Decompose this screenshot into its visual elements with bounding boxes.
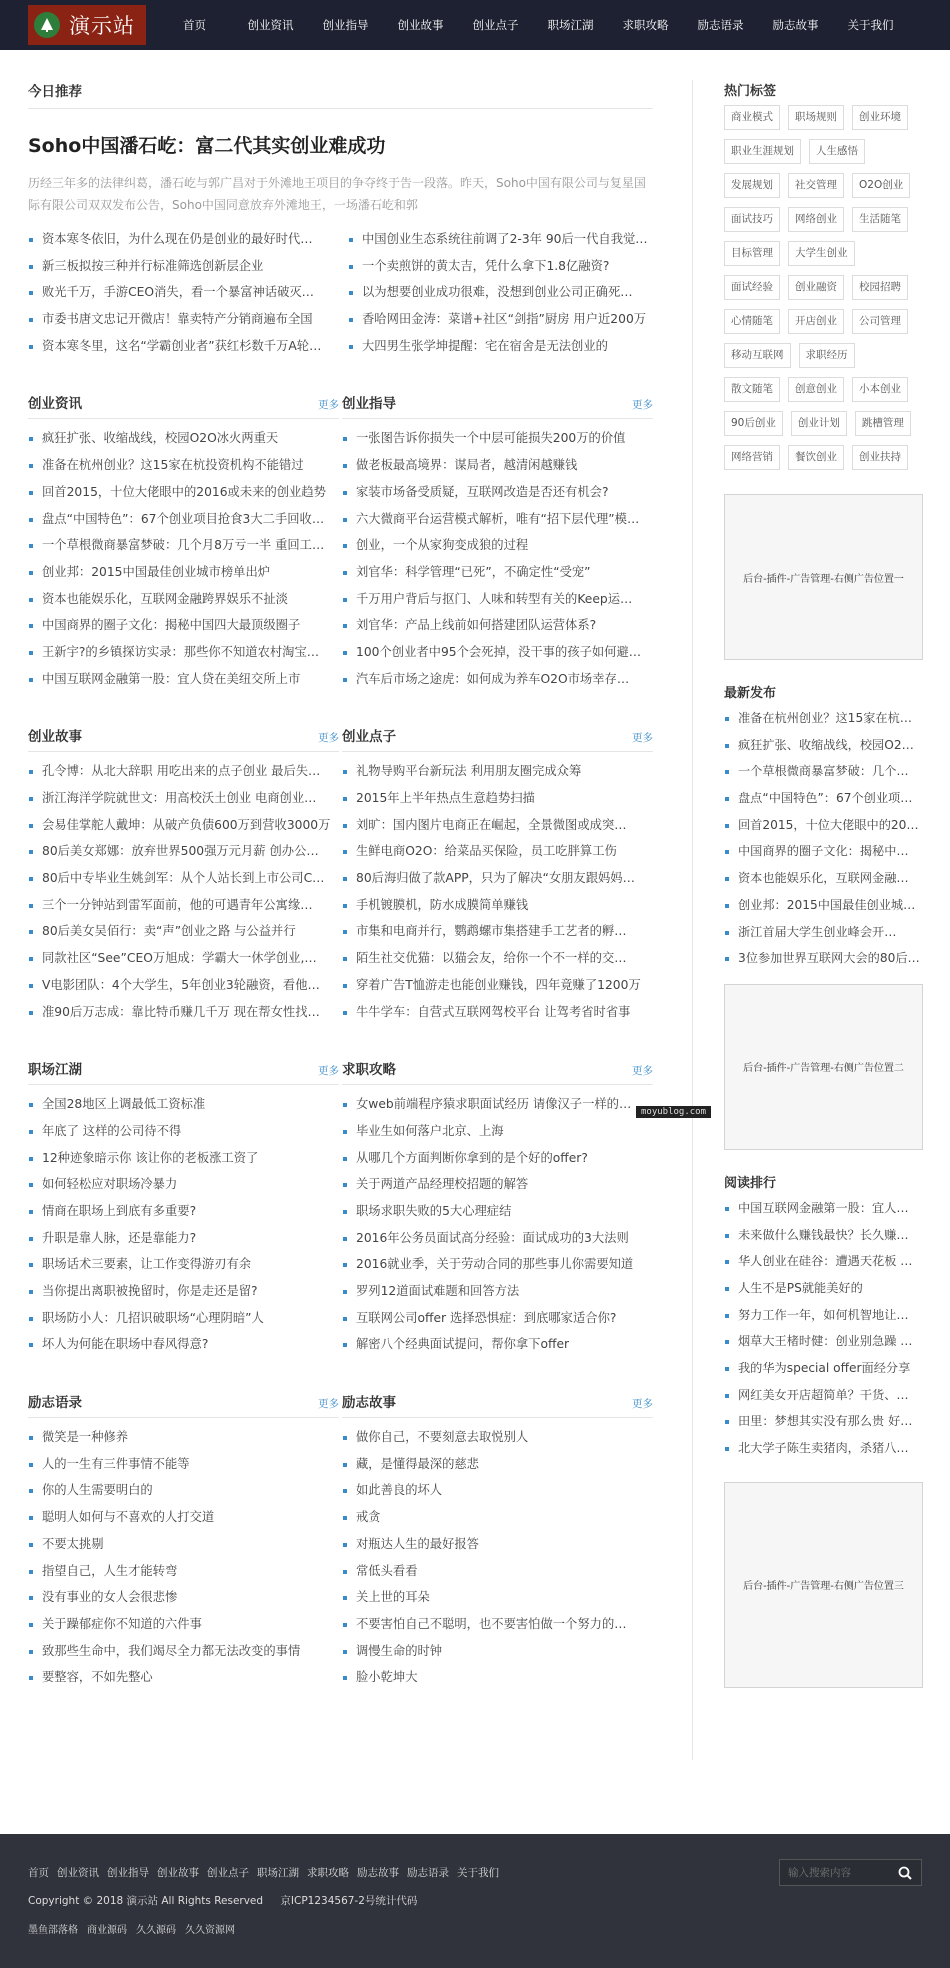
tag-link[interactable]: 社交管理 bbox=[788, 173, 844, 198]
list-item[interactable]: 创业邦：2015中国最佳创业城市榜单出炉 bbox=[28, 559, 339, 586]
tag-link[interactable]: 商业模式 bbox=[724, 105, 780, 130]
section-header bbox=[342, 1059, 653, 1085]
list-item[interactable]: 藏，是懂得最深的慈悲 bbox=[342, 1451, 653, 1478]
list-item[interactable]: 80后美女吴佰行：卖“声”创业之路 与公益并行 bbox=[28, 918, 339, 945]
reading-item[interactable]: 田里：梦想其实没有那么贵 好… bbox=[724, 1408, 923, 1435]
latest-item[interactable]: 浙江首届大学生创业峰会开… bbox=[724, 919, 923, 946]
section-title: 励志故事 bbox=[342, 1395, 396, 1412]
list-item[interactable]: 刘旷：国内图片电商正在崛起，全景微图或成突… bbox=[342, 812, 653, 839]
list-item[interactable]: 对瓶达人生的最好报答 bbox=[342, 1531, 653, 1558]
list-item[interactable]: 中国商界的圈子文化：揭秘中国四大最顶级圈子 bbox=[28, 612, 339, 639]
list-item[interactable]: 互联网公司offer 选择恐惧症：到底哪家适合你? bbox=[342, 1305, 653, 1332]
footer-nav-item[interactable]: 励志故事 bbox=[357, 1867, 399, 1879]
nav-item[interactable]: 创业故事 bbox=[397, 18, 444, 32]
footer-nav-item[interactable]: 关于我们 bbox=[457, 1867, 499, 1879]
latest-title: 最新发布 bbox=[724, 686, 777, 701]
site-logo[interactable] bbox=[28, 5, 146, 45]
category-sections bbox=[28, 393, 653, 1691]
section-title: 创业故事 bbox=[28, 729, 82, 746]
list-item[interactable]: 市集和电商并行，鹦鹉螺市集搭建手工艺者的孵… bbox=[342, 918, 653, 945]
section-list bbox=[342, 758, 653, 1025]
section-list bbox=[342, 425, 653, 692]
ad-slot-2[interactable]: 后台-插件-广告管理-右侧广告位置二 bbox=[724, 984, 923, 1150]
list-item[interactable]: 80后中专毕业生姚剑军：从个人站长到上市公司C… bbox=[28, 865, 339, 892]
list-item[interactable]: 资本也能娱乐化，互联网金融跨界娱乐不扯淡 bbox=[28, 586, 339, 613]
list-item[interactable]: 回首2015，十位大佬眼中的2016或未来的创业趋势 bbox=[28, 479, 339, 506]
list-item[interactable]: 全国28地区上调最低工资标准 bbox=[28, 1091, 339, 1118]
list-item[interactable]: 一个卖煎饼的黄太吉，凭什么拿下1.8亿融资? bbox=[348, 253, 653, 280]
list-item[interactable]: 准90后万志成：靠比特币赚几千万 现在帮女性找… bbox=[28, 999, 339, 1026]
list-item[interactable]: 指望自己，人生才能转弯 bbox=[28, 1558, 339, 1585]
nav-item[interactable]: 求职攻略 bbox=[622, 18, 669, 32]
section-title: 创业资讯 bbox=[28, 396, 82, 413]
footer-friend-link[interactable]: 商业源码 bbox=[87, 1925, 127, 1936]
tag-link[interactable]: 校园招聘 bbox=[852, 275, 908, 300]
reading-title: 阅读排行 bbox=[724, 1175, 777, 1191]
footer-nav-item[interactable]: 求职攻略 bbox=[307, 1867, 349, 1879]
reading-item[interactable]: 烟草大王楮时健：创业别急躁 … bbox=[724, 1328, 923, 1355]
footer-search bbox=[779, 1859, 922, 1886]
list-item[interactable]: 如此善良的坏人 bbox=[342, 1477, 653, 1504]
list-item[interactable]: 生鲜电商O2O：给菜品买保险，员工吃胖算工伤 bbox=[342, 838, 653, 865]
tag-link[interactable]: 职场规则 bbox=[788, 105, 844, 130]
main-content bbox=[28, 80, 653, 1691]
headline-summary: 历经三年多的法律纠葛，潘石屹与郭广昌对于外滩地王项目的争夺终于告一段落。昨天，Soho中国有限公司与复星国际有限公司双双发布公告，Soho中国同意放弃外滩地王，一场潘石屹和郭 bbox=[28, 176, 646, 212]
section-row bbox=[28, 726, 653, 1025]
tag-link[interactable]: 创业环境 bbox=[852, 105, 908, 130]
icp-text: 京ICP1234567-2号统计代码 bbox=[280, 1895, 418, 1907]
list-item[interactable]: 中国创业生态系统往前调了2-3年 90后一代自我觉… bbox=[348, 226, 653, 253]
latest-item[interactable]: 盘点“中国特色”：67个创业项… bbox=[724, 785, 923, 812]
list-item[interactable]: 要整容，不如先整心 bbox=[28, 1664, 339, 1691]
latest-item[interactable]: 疯狂扩张、收缩战线，校园O2… bbox=[724, 732, 923, 759]
nav-item[interactable]: 职场江湖 bbox=[547, 18, 594, 32]
today-list-right bbox=[348, 226, 653, 359]
latest-item[interactable]: 准备在杭州创业？这15家在杭… bbox=[724, 705, 923, 732]
section-block bbox=[342, 1059, 653, 1358]
latest-item[interactable]: 创业邦：2015中国最佳创业城… bbox=[724, 892, 923, 919]
list-item[interactable]: 坏人为何能在职场中春风得意? bbox=[28, 1331, 339, 1358]
list-item[interactable]: 盘点“中国特色”：67个创业项目抢食3大二手回收… bbox=[28, 506, 339, 533]
nav-item[interactable]: 创业资讯 bbox=[247, 18, 294, 32]
tag-link[interactable]: 餐饮创业 bbox=[788, 445, 844, 470]
footer-nav-item[interactable]: 创业指导 bbox=[107, 1867, 149, 1879]
section-list bbox=[342, 1091, 653, 1358]
section-list bbox=[342, 1424, 653, 1691]
list-item[interactable]: 2015年上半年热点生意趋势扫描 bbox=[342, 785, 653, 812]
reading-list bbox=[724, 1195, 923, 1462]
list-item[interactable]: 王新宇?的乡镇探访实录：那些你不知道农村淘宝… bbox=[28, 639, 339, 666]
list-item[interactable]: 关于两道产品经理校招题的解答 bbox=[342, 1171, 653, 1198]
list-item[interactable]: 六大微商平台运营模式解析，唯有“招下层代理”模… bbox=[342, 506, 653, 533]
section-row bbox=[28, 1392, 653, 1691]
tag-link[interactable]: 人生感悟 bbox=[809, 139, 865, 164]
tag-link[interactable]: 创意创业 bbox=[788, 377, 844, 402]
list-item[interactable]: 2016就业季，关于劳动合同的那些事儿你需要知道 bbox=[342, 1251, 653, 1278]
list-item[interactable]: 没有事业的女人会很悲惨 bbox=[28, 1584, 339, 1611]
section-title: 职场江湖 bbox=[28, 1062, 82, 1079]
list-item[interactable]: 女web前端程序猿求职面试经历 请像汉子一样的… bbox=[342, 1091, 653, 1118]
search-input[interactable] bbox=[780, 1867, 890, 1879]
tag-link[interactable]: 公司管理 bbox=[852, 309, 908, 334]
footer-nav-item[interactable]: 首页 bbox=[28, 1867, 49, 1879]
list-item[interactable]: 致那些生命中，我们竭尽全力都无法改变的事情 bbox=[28, 1638, 339, 1665]
section-list bbox=[28, 425, 339, 692]
search-icon[interactable] bbox=[890, 1860, 920, 1885]
footer-nav-item[interactable]: 励志语录 bbox=[407, 1867, 449, 1879]
section-header bbox=[342, 393, 653, 419]
list-item[interactable]: 12种迹象暗示你 该让你的老板涨工资了 bbox=[28, 1145, 339, 1172]
more-link[interactable]: 更多 bbox=[318, 732, 339, 745]
list-item[interactable]: 香哈网田金涛：菜谱+社区“剑指”厨房 用户近200万 bbox=[348, 306, 653, 333]
list-item[interactable]: 刘官华：科学管理“已死”，不确定性“受宠” bbox=[342, 559, 653, 586]
footer-links bbox=[28, 1921, 922, 1936]
copyright-text: Copyright © 2018 演示站 All Rights Reserved bbox=[28, 1895, 264, 1907]
section-header bbox=[28, 1059, 339, 1085]
tag-link[interactable]: 心情随笔 bbox=[724, 309, 780, 334]
list-item[interactable]: 家装市场备受质疑，互联网改造是否还有机会? bbox=[342, 479, 653, 506]
list-item[interactable]: 孔令博：从北大辞职 用吃出来的点子创业 最后失… bbox=[28, 758, 339, 785]
footer-nav-item[interactable]: 创业点子 bbox=[207, 1867, 249, 1879]
reading-item[interactable]: 北大学子陈生卖猪肉，杀猪八… bbox=[724, 1435, 923, 1462]
list-item[interactable]: 年底了 这样的公司待不得 bbox=[28, 1118, 339, 1145]
nav-item[interactable]: 励志故事 bbox=[772, 18, 819, 32]
footer-nav-item[interactable]: 职场江湖 bbox=[257, 1867, 299, 1879]
list-item[interactable]: 职场求职失败的5大心理症结 bbox=[342, 1198, 653, 1225]
list-item[interactable]: 当你提出离职被挽留时，你是走还是留? bbox=[28, 1278, 339, 1305]
section-title: 创业指导 bbox=[342, 396, 396, 413]
tag-link[interactable]: 面试经验 bbox=[724, 275, 780, 300]
logo-tree-icon bbox=[34, 12, 60, 38]
list-item[interactable]: 新三板拟按三种并行标准筛选创新层企业 bbox=[28, 253, 333, 280]
list-item[interactable]: 80后美女郑娜：放弃世界500强万元月薪 创办公… bbox=[28, 838, 339, 865]
tag-link[interactable]: 发展规划 bbox=[724, 173, 780, 198]
list-item[interactable]: 中国互联网金融第一股：宜人贷在美纽交所上市 bbox=[28, 666, 339, 693]
list-item[interactable]: 职场话术三要素，让工作变得游刃有余 bbox=[28, 1251, 339, 1278]
tag-link[interactable]: 创业计划 bbox=[791, 411, 847, 436]
more-link[interactable]: 更多 bbox=[632, 732, 653, 745]
reading-item[interactable]: 未来做什么赚钱最快？长久赚… bbox=[724, 1222, 923, 1249]
section-header bbox=[28, 393, 339, 419]
reading-item[interactable]: 人生不是PS就能美好的 bbox=[724, 1275, 923, 1302]
tag-link[interactable]: 面试技巧 bbox=[724, 207, 780, 232]
list-item[interactable]: 微笑是一种修养 bbox=[28, 1424, 339, 1451]
list-item[interactable]: 牛牛学车：自营式互联网驾校平台 让驾考省时省事 bbox=[342, 999, 653, 1026]
list-item[interactable]: 毕业生如何落户北京、上海 bbox=[342, 1118, 653, 1145]
list-item[interactable]: 三个一分钟站到雷军面前，他的可遇青年公寓缘… bbox=[28, 892, 339, 919]
latest-item[interactable]: 3位参加世界互联网大会的80后… bbox=[724, 945, 923, 972]
section-row bbox=[28, 393, 653, 692]
list-item[interactable]: 如何轻松应对职场冷暴力 bbox=[28, 1171, 339, 1198]
list-item[interactable]: 升职是靠人脉，还是靠能力? bbox=[28, 1225, 339, 1252]
list-item[interactable]: 不要太挑剔 bbox=[28, 1531, 339, 1558]
latest-item[interactable]: 一个草根微商暴富梦破：几个… bbox=[724, 758, 923, 785]
list-item[interactable]: 以为想要创业成功很难，没想到创业公司正确死… bbox=[348, 279, 653, 306]
footer-copyright bbox=[28, 1893, 922, 1908]
tag-link[interactable]: 开店创业 bbox=[788, 309, 844, 334]
today-title: 今日推荐 bbox=[28, 80, 653, 109]
section-title: 创业点子 bbox=[342, 729, 396, 746]
section-block bbox=[28, 1392, 339, 1691]
latest-list bbox=[724, 705, 923, 972]
list-item[interactable]: 市委书唐文忠记开微店！靠卖特产分销商遍布全国 bbox=[28, 306, 333, 333]
section-list bbox=[28, 758, 339, 1025]
reading-item[interactable]: 网红美女开店超简单？干货、… bbox=[724, 1382, 923, 1409]
more-link[interactable]: 更多 bbox=[632, 1065, 653, 1078]
ad-slot-1[interactable]: 后台-插件-广告管理-右侧广告位置一 bbox=[724, 494, 923, 660]
tag-link[interactable]: 职业生涯规划 bbox=[724, 139, 801, 164]
site-header bbox=[0, 0, 950, 50]
list-item[interactable]: 陌生社交优猫：以猫会友，给你一个不一样的交… bbox=[342, 945, 653, 972]
reading-item[interactable]: 华人创业在硅谷：遭遇天花板 … bbox=[724, 1248, 923, 1275]
footer-friend-link[interactable]: 墨鱼部落格 bbox=[28, 1925, 78, 1936]
list-item[interactable]: 常低头看看 bbox=[342, 1558, 653, 1585]
more-link[interactable]: 更多 bbox=[632, 1398, 653, 1411]
tag-link[interactable]: 创业融资 bbox=[788, 275, 844, 300]
list-item[interactable]: 创业，一个从家狗变成狼的过程 bbox=[342, 532, 653, 559]
list-item[interactable]: 关于躁郁症你不知道的六件事 bbox=[28, 1611, 339, 1638]
ad-slot-3[interactable]: 后台-插件-广告管理-右侧广告位置三 bbox=[724, 1482, 923, 1688]
reading-item[interactable]: 我的华为special offer面经分享 bbox=[724, 1355, 923, 1382]
section-header bbox=[342, 1392, 653, 1418]
tag-link[interactable]: 创业扶持 bbox=[852, 445, 908, 470]
list-item[interactable]: 100个创业者中95个会死掉，没干事的孩子如何避… bbox=[342, 639, 653, 666]
list-item[interactable]: 情商在职场上到底有多重要? bbox=[28, 1198, 339, 1225]
list-item[interactable]: V电影团队：4个大学生，5年创业3轮融资，看他… bbox=[28, 972, 339, 999]
list-item[interactable]: 败光千万，手游CEO消失，看一个暴富神话破灭… bbox=[28, 279, 333, 306]
watermark: moyublog.com bbox=[636, 1106, 711, 1118]
section-block bbox=[28, 726, 339, 1025]
list-item[interactable]: 千万用户背后与抠门、人味和转型有关的Keep运… bbox=[342, 586, 653, 613]
list-item[interactable]: 罗列12道面试难题和回答方法 bbox=[342, 1278, 653, 1305]
list-item[interactable]: 从哪几个方面判断你拿到的是个好的offer? bbox=[342, 1145, 653, 1172]
list-item[interactable]: 一个草根微商暴富梦破：几个月8万亏一半 重回工… bbox=[28, 532, 339, 559]
list-item[interactable]: 一张图告诉你损失一个中层可能损失200万的价值 bbox=[342, 425, 653, 452]
headline-link[interactable]: Soho中国潘石屹：富二代其实创业难成功 bbox=[28, 135, 386, 157]
sidebar bbox=[724, 80, 923, 1688]
footer-nav-item[interactable]: 创业资讯 bbox=[57, 1867, 99, 1879]
nav-item[interactable]: 创业点子 bbox=[472, 18, 519, 32]
section-list bbox=[28, 1091, 339, 1358]
list-item[interactable]: 手机镀膜机，防水成膜简单赚钱 bbox=[342, 892, 653, 919]
list-item[interactable]: 疯狂扩张、收缩战线，校园O2O冰火两重天 bbox=[28, 425, 339, 452]
latest-item[interactable]: 资本也能娱乐化，互联网金融… bbox=[724, 865, 923, 892]
tag-link[interactable]: 网络营销 bbox=[724, 445, 780, 470]
tag-link[interactable]: O2O创业 bbox=[852, 173, 910, 198]
latest-item[interactable]: 中国商界的圈子文化：揭秘中… bbox=[724, 838, 923, 865]
list-item[interactable]: 刘官华：产品上线前如何搭建团队运营体系? bbox=[342, 612, 653, 639]
reading-item[interactable]: 中国互联网金融第一股：宜人… bbox=[724, 1195, 923, 1222]
list-item[interactable]: 资本寒冬依旧，为什么现在仍是创业的最好时代… bbox=[28, 226, 333, 253]
tag-link[interactable]: 网络创业 bbox=[788, 207, 844, 232]
list-item[interactable]: 人的一生有三件事情不能等 bbox=[28, 1451, 339, 1478]
nav-item[interactable]: 关于我们 bbox=[847, 18, 894, 32]
list-item[interactable]: 同款社区“See”CEO万旭成：学霸大一休学创业,… bbox=[28, 945, 339, 972]
today-list-left bbox=[28, 226, 333, 359]
section-title: 求职攻略 bbox=[342, 1062, 396, 1079]
section-header bbox=[28, 726, 339, 752]
list-item[interactable]: 做老板最高境界：谋局者，越清闲越赚钱 bbox=[342, 452, 653, 479]
list-item[interactable]: 礼物导购平台新玩法 利用朋友圈完成众筹 bbox=[342, 758, 653, 785]
logo-text: 演示站 bbox=[69, 14, 135, 38]
section-list bbox=[28, 1424, 339, 1691]
tag-link[interactable]: 生活随笔 bbox=[852, 207, 908, 232]
list-item[interactable]: 做你自己，不要刻意去取悦别人 bbox=[342, 1424, 653, 1451]
tags-title: 热门标签 bbox=[724, 84, 777, 99]
reading-item[interactable]: 努力工作一年，如何机智地让… bbox=[724, 1302, 923, 1329]
list-item[interactable]: 你的人生需要明白的 bbox=[28, 1477, 339, 1504]
section-block bbox=[342, 1392, 653, 1691]
list-item[interactable]: 职场防小人：几招识破职场“心理阴暗”人 bbox=[28, 1305, 339, 1332]
section-block bbox=[28, 1059, 339, 1358]
nav-item[interactable]: 励志语录 bbox=[697, 18, 744, 32]
list-item[interactable]: 不要害怕自己不聪明，也不要害怕做一个努力的… bbox=[342, 1611, 653, 1638]
nav-item[interactable]: 创业指导 bbox=[322, 18, 369, 32]
list-item[interactable]: 汽车后市场之途虎：如何成为养车O2O市场幸存… bbox=[342, 666, 653, 693]
list-item[interactable]: 资本寒冬里，这名“学霸创业者”获红杉数千万A轮… bbox=[28, 333, 333, 360]
list-item[interactable]: 大四男生张学坤提醒：宅在宿舍是无法创业的 bbox=[348, 333, 653, 360]
section-header bbox=[342, 726, 653, 752]
list-item[interactable]: 脸小乾坤大 bbox=[342, 1664, 653, 1691]
main-nav bbox=[183, 17, 908, 33]
list-item[interactable]: 会易佳掌舵人戴坤：从破产负债600万到营收3000万 bbox=[28, 812, 339, 839]
footer-friend-link[interactable]: 久久资源网 bbox=[185, 1925, 235, 1936]
section-row bbox=[28, 1059, 653, 1358]
site-footer bbox=[0, 1834, 950, 1968]
section-title: 励志语录 bbox=[28, 1395, 82, 1412]
section-header bbox=[28, 1392, 339, 1418]
tag-link[interactable]: 跳槽管理 bbox=[855, 411, 911, 436]
list-item[interactable]: 戒贪 bbox=[342, 1504, 653, 1531]
list-item[interactable]: 解密八个经典面试提问，帮你拿下offer bbox=[342, 1331, 653, 1358]
tag-cloud bbox=[724, 105, 923, 479]
tag-link[interactable]: 移动互联网 bbox=[724, 343, 791, 368]
tag-link[interactable]: 90后创业 bbox=[724, 411, 783, 436]
section-block bbox=[342, 393, 653, 692]
footer-friend-link[interactable]: 久久源码 bbox=[136, 1925, 176, 1936]
latest-item[interactable]: 回首2015，十位大佬眼中的20… bbox=[724, 812, 923, 839]
tag-link[interactable]: 目标管理 bbox=[724, 241, 780, 266]
page-container bbox=[0, 50, 950, 1834]
tag-link[interactable]: 大学生创业 bbox=[788, 241, 855, 266]
more-link[interactable]: 更多 bbox=[318, 1065, 339, 1078]
section-block bbox=[28, 393, 339, 692]
list-item[interactable]: 准备在杭州创业？这15家在杭投资机构不能错过 bbox=[28, 452, 339, 479]
today-lists bbox=[28, 226, 653, 359]
list-item[interactable]: 聪明人如何与不喜欢的人打交道 bbox=[28, 1504, 339, 1531]
list-item[interactable]: 浙江海洋学院就世文：用高校沃土创业 电商创业… bbox=[28, 785, 339, 812]
section-block bbox=[342, 726, 653, 1025]
nav-item[interactable]: 首页 bbox=[183, 18, 206, 32]
tag-link[interactable]: 小本创业 bbox=[852, 377, 908, 402]
tag-link[interactable]: 求职经历 bbox=[799, 343, 855, 368]
list-item[interactable]: 2016年公务员面试高分经验：面试成功的3大法则 bbox=[342, 1225, 653, 1252]
list-item[interactable]: 80后海归做了款APP，只为了解决“女朋友跟妈妈… bbox=[342, 865, 653, 892]
list-item[interactable]: 调慢生命的时钟 bbox=[342, 1638, 653, 1665]
footer-nav-item[interactable]: 创业故事 bbox=[157, 1867, 199, 1879]
column-divider bbox=[692, 80, 693, 1760]
more-link[interactable]: 更多 bbox=[318, 399, 339, 412]
list-item[interactable]: 穿着广告T恤游走也能创业赚钱，四年竟赚了1200万 bbox=[342, 972, 653, 999]
list-item[interactable]: 关上世的耳朵 bbox=[342, 1584, 653, 1611]
more-link[interactable]: 更多 bbox=[318, 1398, 339, 1411]
tag-link[interactable]: 散文随笔 bbox=[724, 377, 780, 402]
more-link[interactable]: 更多 bbox=[632, 399, 653, 412]
